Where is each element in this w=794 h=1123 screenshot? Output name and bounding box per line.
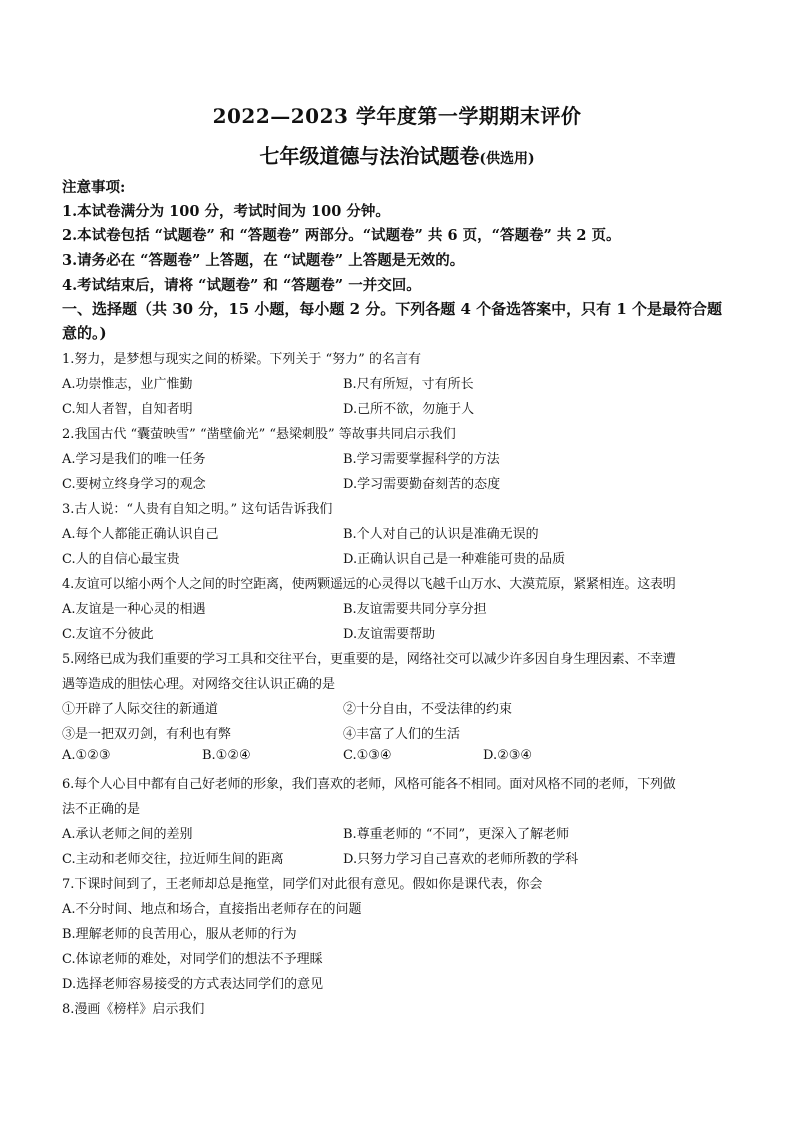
question-6-option-b: B.尊重老师的 “不同”，更深入了解老师 (343, 827, 570, 842)
question-4-option-a: A.友谊是一种心灵的相遇 (62, 602, 206, 617)
question-5-option-d: D.②③④ (483, 748, 533, 763)
question-1-option-c: C.知人者智，自知者明 (62, 402, 193, 417)
question-5-stem-line1: 5.网络已成为我们重要的学习工具和交往平台，更重要的是，网络社交可以减少许多因自身生理因素、不幸遭 (62, 652, 676, 667)
exam-subtitle (0, 140, 794, 169)
question-7-option-c: C.体谅老师的难处，对同学们的想法不予理睬 (62, 952, 323, 967)
notice-item-1: 1.本试卷满分为 100 分，考试时间为 100 分钟。 (62, 203, 390, 220)
question-5-statement-1: ①开辟了人际交往的新通道 (62, 702, 219, 717)
question-2-stem: 2.我国古代 “囊萤映雪” “凿壁偷光” “悬梁刺股” 等故事共同启示我们 (62, 427, 456, 442)
question-3-option-a: A.每个人都能正确认识自己 (62, 527, 219, 542)
question-6-option-d: D.只努力学习自己喜欢的老师所教的学科 (343, 852, 579, 867)
notice-item-3: 3.请务必在 “答题卷” 上答题，在 “试题卷” 上答题是无效的。 (62, 252, 465, 269)
question-7-option-d: D.选择老师容易接受的方式表达同学们的意见 (62, 977, 324, 992)
title-note: (供选用) (479, 151, 535, 167)
question-6-option-c: C.主动和老师交往，拉近师生间的距离 (62, 852, 284, 867)
question-3-option-c: C.人的自信心最宝贵 (62, 552, 180, 567)
question-5-statement-3: ③是一把双刃剑，有利也有弊 (62, 727, 232, 742)
question-1-stem: 1.努力，是梦想与现实之间的桥梁。下列关于 “努力” 的名言有 (62, 352, 421, 367)
question-5-option-c: C.①③④ (343, 748, 392, 763)
question-2-option-c: C.要树立终身学习的观念 (62, 477, 206, 492)
notice-item-2: 2.本试卷包括 “试题卷” 和 “答题卷” 两部分。“试题卷” 共 6 页，“答题卷” 共 2 页。 (62, 227, 621, 244)
question-6-option-a: A.承认老师之间的差别 (62, 827, 193, 842)
question-1-option-a: A.功崇惟志，业广惟勤 (62, 377, 193, 392)
question-2-option-b: B.学习需要掌握科学的方法 (343, 452, 500, 467)
question-4-option-d: D.友谊需要帮助 (343, 627, 436, 642)
question-2-option-a: A.学习是我们的唯一任务 (62, 452, 206, 467)
question-8-stem: 8.漫画《榜样》启示我们 (62, 1002, 205, 1017)
question-3-stem: 3.古人说：“人贵有自知之明。” 这句话告诉我们 (62, 502, 333, 517)
question-6-stem-line1: 6.每个人心目中都有自己好老师的形象，我们喜欢的老师，风格可能各不相同。面对风格不同的老师，下列做 (62, 777, 676, 792)
question-5-option-b: B.①②④ (202, 748, 251, 763)
question-4-option-b: B.友谊需要共同分享分担 (343, 602, 487, 617)
subject-title: 七年级道德与法治试题卷 (259, 144, 480, 168)
question-7-option-b: B.理解老师的良苦用心，服从老师的行为 (62, 927, 297, 942)
question-7-stem: 7.下课时间到了，王老师却总是拖堂，同学们对此很有意见。假如你是课代表，你会 (62, 877, 543, 892)
question-7-option-a: A.不分时间、地点和场合，直接指出老师存在的问题 (62, 902, 362, 917)
question-3-option-d: D.正确认识自己是一种难能可贵的品质 (343, 552, 566, 567)
section-heading-line1: 一、选择题（共 30 分，15 小题，每小题 2 分。下列各题 4 个备选答案中，只有 1 个是最符合题 (62, 300, 723, 318)
question-1-option-d: D.己所不欲，勿施于人 (343, 402, 475, 417)
question-3-option-b: B.个人对自己的认识是准确无误的 (343, 527, 539, 542)
question-4-stem: 4.友谊可以缩小两个人之间的时空距离，使两颗遥远的心灵得以飞越千山万水、大漠荒原，紧紧相连。这表明 (62, 577, 676, 592)
question-5-option-a: A.①②③ (62, 748, 111, 763)
section-heading-line2: 意的。) (62, 324, 107, 342)
exam-title: 2022—2023 学年度第一学期期末评价 (212, 104, 582, 128)
notice-item-4: 4.考试结束后，请将 “试题卷” 和 “答题卷” 一并交回。 (62, 277, 421, 294)
question-5-statement-4: ④丰富了人们的生活 (343, 727, 461, 742)
question-1-option-b: B.尺有所短，寸有所长 (343, 377, 474, 392)
question-5-statement-2: ②十分自由，不受法律的约束 (343, 702, 513, 717)
question-6-stem-line2: 法不正确的是 (62, 802, 141, 817)
notice-heading: 注意事项: (62, 179, 126, 196)
question-4-option-c: C.友谊不分彼此 (62, 627, 154, 642)
question-2-option-d: D.学习需要勤奋刻苦的态度 (343, 477, 501, 492)
question-5-stem-line2: 遇等造成的胆怯心理。对网络交往认识正确的是 (62, 677, 336, 692)
